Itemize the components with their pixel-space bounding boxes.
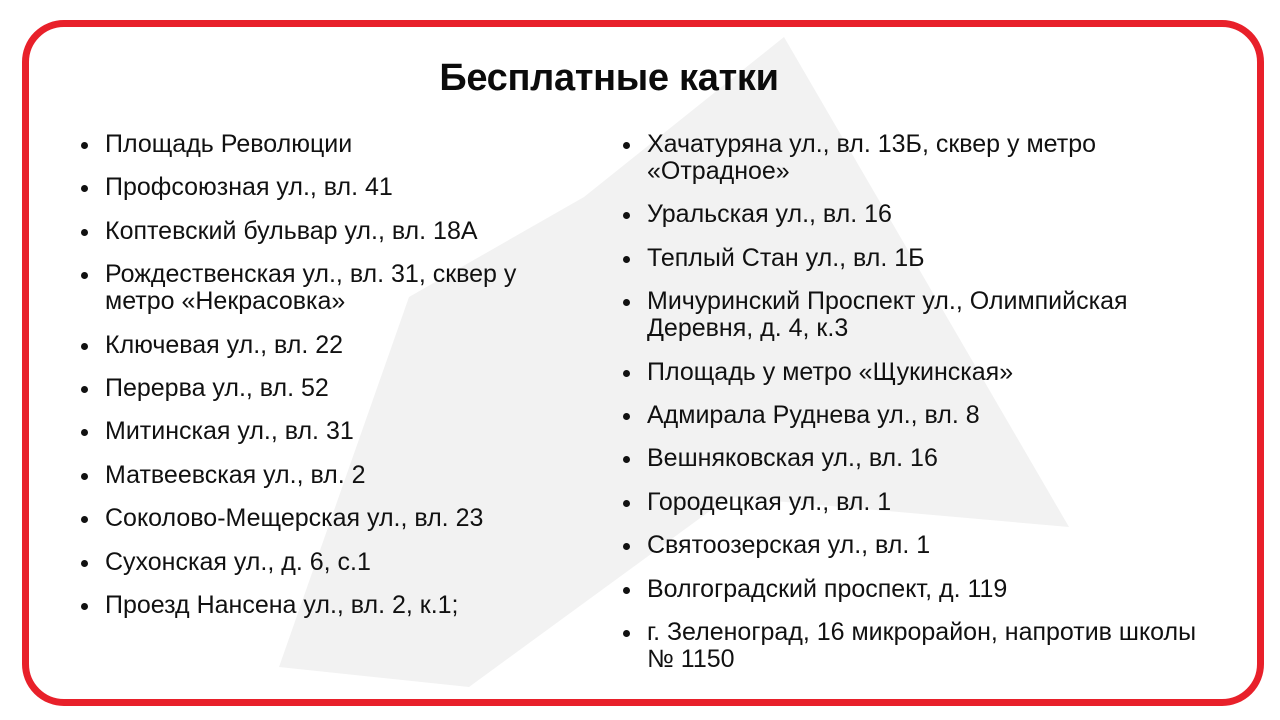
list-item-text: Перерва ул., вл. 52 [105, 373, 329, 402]
list-item-text: Волгоградский проспект, д. 119 [647, 574, 1008, 603]
list-item-text: Площадь Революции [105, 130, 353, 158]
list-item [79, 261, 559, 315]
bullet-icon [623, 299, 630, 306]
list-item [79, 174, 559, 201]
bullet-icon [81, 142, 88, 149]
list-item-text: Матвеевская ул., вл. 2 [105, 460, 366, 489]
list-item [621, 359, 1211, 386]
list-item-text: Коптевский бульвар ул., вл. 18А [105, 216, 478, 245]
list-item [79, 592, 559, 619]
list-item-text: Ключевая ул., вл. 22 [105, 330, 344, 359]
bullet-icon [81, 603, 88, 610]
list-item-text: Теплый Стан ул., вл. 1Б [647, 243, 925, 272]
bullet-icon [81, 229, 88, 236]
list-item [621, 576, 1211, 603]
list-item [79, 131, 559, 158]
page-title: Бесплатные катки [439, 57, 779, 99]
bullet-icon [81, 560, 88, 567]
bullet-icon [81, 343, 88, 350]
bullet-icon [623, 370, 630, 377]
bullet-icon [623, 142, 630, 149]
list-item [621, 402, 1211, 429]
list-item [79, 332, 559, 359]
bullet-icon [623, 456, 630, 463]
slide-frame [22, 20, 1264, 706]
list-item [621, 131, 1211, 185]
left-address-list [79, 131, 559, 635]
bullet-icon [81, 185, 88, 192]
bullet-icon [623, 256, 630, 263]
bullet-icon [623, 413, 630, 420]
bullet-icon [81, 272, 88, 279]
list-item [79, 505, 559, 532]
bullet-icon [623, 212, 630, 219]
list-item-text: Мичуринский Проспект ул., Олимпийская Деревня, д. 4, к.3 [647, 287, 1128, 343]
list-item [79, 375, 559, 402]
bullet-icon [81, 429, 88, 436]
right-address-list [621, 131, 1211, 689]
list-item [621, 532, 1211, 559]
list-item [621, 619, 1211, 673]
list-item [621, 445, 1211, 472]
list-item [79, 549, 559, 576]
bullet-icon [81, 386, 88, 393]
list-item-text: Вешняковская ул., вл. 16 [647, 444, 938, 473]
bullet-icon [623, 587, 630, 594]
list-item-text: Хачатуряна ул., вл. 13Б, сквер у метро «Отрадное» [647, 130, 1096, 185]
list-item [621, 201, 1211, 228]
bullet-icon [623, 630, 630, 637]
list-item [621, 288, 1211, 342]
bullet-icon [623, 500, 630, 507]
list-item-text: Соколово-Мещерская ул., вл. 23 [105, 504, 484, 533]
list-item-text: Сухонская ул., д. 6, с.1 [105, 547, 371, 576]
list-item-text: Проезд Нансена ул., вл. 2, к.1; [105, 590, 459, 619]
list-item-text: Адмирала Руднева ул., вл. 8 [647, 400, 980, 429]
list-item [621, 245, 1211, 272]
bullet-icon [81, 473, 88, 480]
list-item-text: Площадь у метро «Щукинская» [647, 357, 1014, 386]
list-item-text: Митинская ул., вл. 31 [105, 417, 354, 446]
list-item-text: Уральская ул., вл. 16 [647, 200, 892, 229]
bullet-icon [623, 543, 630, 550]
list-item-text: Рождественская ул., вл. 31, сквер у метро «Некрасовка» [105, 260, 517, 316]
list-item-text: Городецкая ул., вл. 1 [647, 487, 892, 516]
list-item-text: Святоозерская ул., вл. 1 [647, 531, 931, 560]
list-item-text: г. Зеленоград, 16 микрорайон, напротив школы № 1150 [647, 617, 1197, 673]
list-item [79, 218, 559, 245]
list-item [79, 462, 559, 489]
bullet-icon [81, 516, 88, 523]
list-item [621, 489, 1211, 516]
list-item [79, 418, 559, 445]
list-item-text: Профсоюзная ул., вл. 41 [105, 173, 393, 202]
